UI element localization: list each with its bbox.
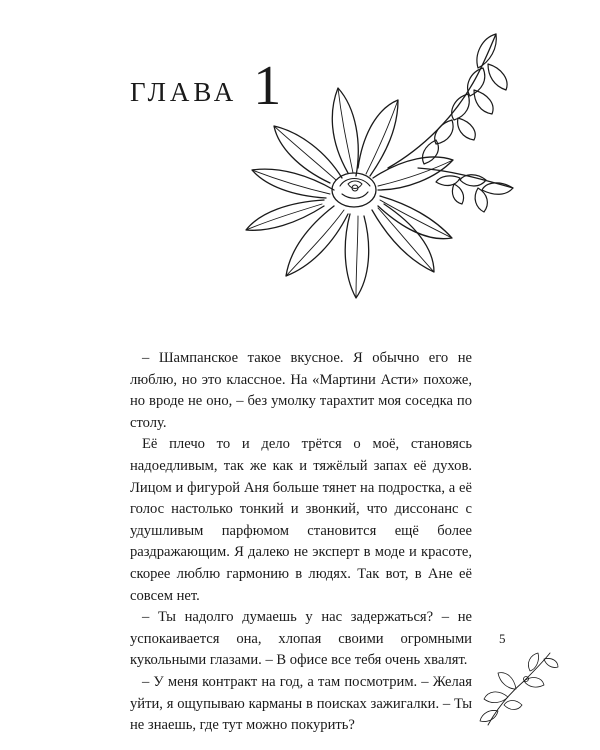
chapter-number: 1	[253, 55, 282, 117]
chapter-word: ГЛАВА	[130, 77, 238, 107]
paragraph: Её плечо то и дело трётся о моё, становясь надоедливым, так же как и тяжёлый запах её духов. Лицом и фигурой Аня больше тянет на подростка, а её голос настолько тонкий и звонкий, что диссонанс с удушливым парфюмом становится ещё более раздражающим. Я далеко не эксперт в моде и красоте, скорее люблю гармонию в людях. Так вот, в Ане её совсем нет.	[130, 436, 472, 604]
paragraph: – Шампанское такое вкусное. Я обычно его не люблю, но это классное. На «Мартини Асти» похоже, но вроде не оно, – без умолку тарахтит моя соседка по столу.	[130, 350, 472, 431]
small-flower-sketch	[468, 645, 563, 735]
page-number: 5	[499, 631, 506, 646]
magnolia-flower-illustration	[238, 28, 528, 318]
paragraph: – Ты надолго думаешь у нас задержаться? – не успокаивается она, хлопая своими огромными кукольными глазами. – В офисе все тебя очень хвалят.	[130, 609, 472, 669]
chapter-body	[130, 348, 472, 737]
paragraph: – У меня контракт на год, а там посмотрим. – Желая уйти, я ощупываю карманы в поисках зажигалки. – Ты не знаешь, где тут можно покурить?	[130, 673, 472, 734]
